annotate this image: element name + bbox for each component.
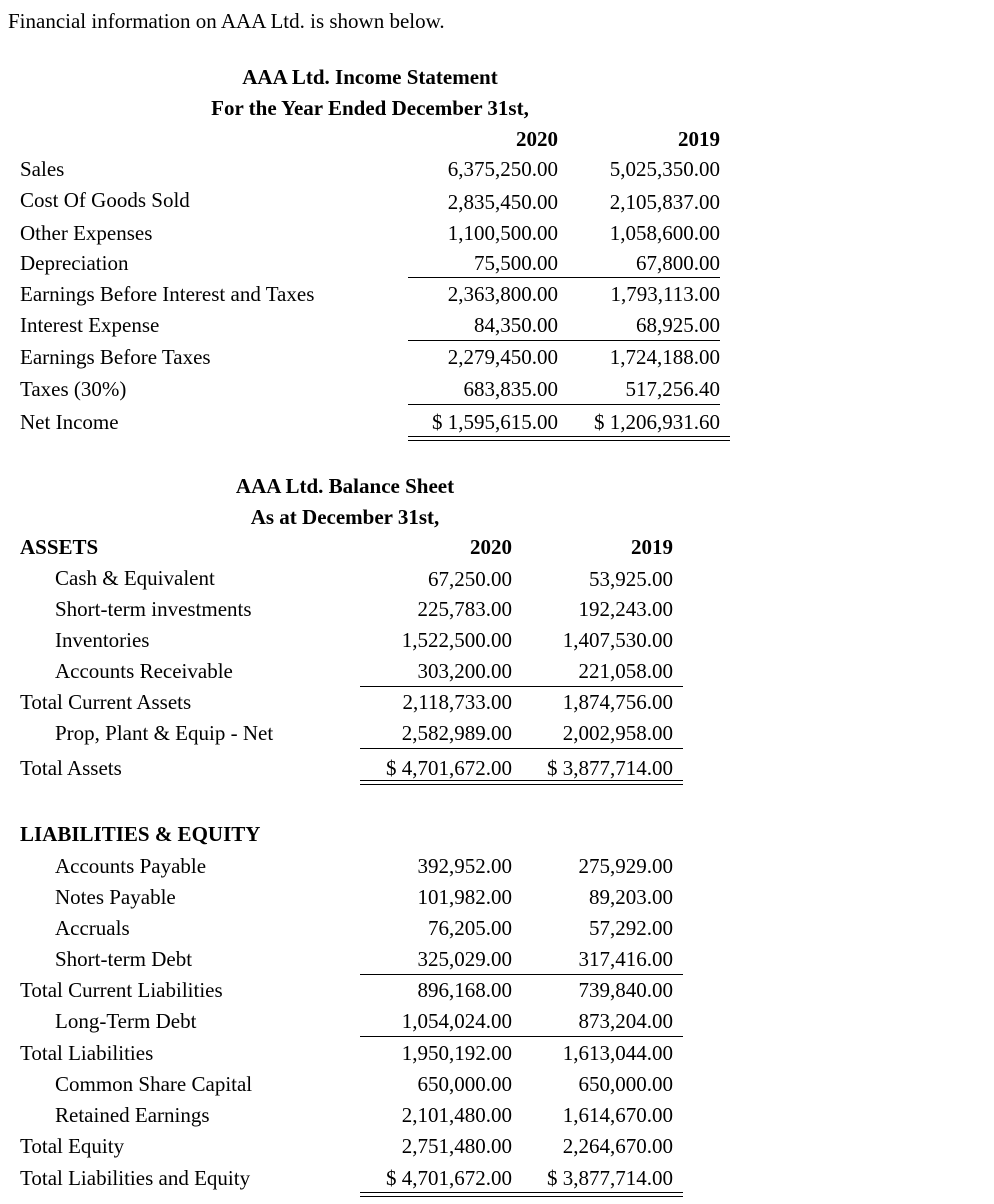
balance-year-2020: 2020 bbox=[470, 535, 512, 559]
intro-text: Financial information on AAA Ltd. is shown below. bbox=[8, 9, 445, 33]
income-year-2020: 2020 bbox=[516, 127, 558, 151]
balance-year-2019: 2019 bbox=[631, 535, 673, 559]
asset-row-2019: 1,874,756.00 bbox=[562, 690, 673, 714]
liab-row-2019: 89,203.00 bbox=[589, 885, 673, 909]
income-row-2020: 75,500.00 bbox=[474, 251, 558, 275]
income-row-2020: 2,279,450.00 bbox=[447, 345, 558, 369]
income-row-2020: 2,835,450.00 bbox=[447, 190, 558, 214]
liab-subtotal-rule bbox=[360, 974, 683, 975]
asset-row-label: Prop, Plant & Equip - Net bbox=[55, 721, 274, 745]
liab-row-label: Accruals bbox=[55, 916, 130, 940]
income-row-2020: $ 1,595,615.00 bbox=[432, 410, 558, 434]
liab-row-2020: 1,054,024.00 bbox=[401, 1009, 512, 1033]
income-subtotal-rule bbox=[408, 404, 720, 405]
asset-row-label: Short-term investments bbox=[55, 597, 252, 621]
balance-title: AAA Ltd. Balance Sheet bbox=[235, 474, 455, 498]
liab-row-label: Total Equity bbox=[20, 1134, 125, 1158]
liab-row-label: Short-term Debt bbox=[55, 947, 193, 971]
income-row-label: Earnings Before Taxes bbox=[20, 345, 211, 369]
income-row-2019: 67,800.00 bbox=[636, 251, 720, 275]
balance-subtitle: As at December 31st, bbox=[250, 505, 440, 529]
liab-row-label: Notes Payable bbox=[55, 885, 176, 909]
asset-row-2019: $ 3,877,714.00 bbox=[547, 756, 673, 780]
asset-row-label: Inventories bbox=[55, 628, 150, 652]
asset-row-2019: 53,925.00 bbox=[589, 567, 673, 591]
income-row-label: Sales bbox=[20, 157, 65, 181]
assets-heading: ASSETS bbox=[20, 535, 99, 559]
liab-row-2019: 873,204.00 bbox=[578, 1009, 673, 1033]
liab-row-label: Total Current Liabilities bbox=[20, 978, 223, 1002]
liab-row-2020: 2,751,480.00 bbox=[401, 1134, 512, 1158]
asset-row-2020: $ 4,701,672.00 bbox=[386, 756, 512, 780]
liab-row-label: Total Liabilities and Equity bbox=[20, 1166, 251, 1190]
income-row-2019: 517,256.40 bbox=[625, 377, 720, 401]
asset-row-label: Total Current Assets bbox=[20, 690, 192, 714]
liabilities-heading: LIABILITIES & EQUITY bbox=[20, 822, 261, 846]
liab-row-2019: 739,840.00 bbox=[578, 978, 673, 1002]
asset-row-2020: 1,522,500.00 bbox=[401, 628, 512, 652]
liab-row-2020: 325,029.00 bbox=[417, 947, 512, 971]
asset-row-2019: 192,243.00 bbox=[578, 597, 673, 621]
asset-row-2020: 2,582,989.00 bbox=[401, 721, 512, 745]
asset-row-2020: 67,250.00 bbox=[428, 567, 512, 591]
asset-row-2019: 221,058.00 bbox=[578, 659, 673, 683]
liab-row-2020: 650,000.00 bbox=[417, 1072, 512, 1096]
liab-row-2019: 2,264,670.00 bbox=[562, 1134, 673, 1158]
income-row-2019: 1,724,188.00 bbox=[609, 345, 720, 369]
asset-row-2020: 303,200.00 bbox=[417, 659, 512, 683]
liab-row-2020: $ 4,701,672.00 bbox=[386, 1166, 512, 1190]
liab-row-2019: $ 3,877,714.00 bbox=[547, 1166, 673, 1190]
income-subtitle: For the Year Ended December 31st, bbox=[211, 96, 529, 120]
income-row-label: Interest Expense bbox=[20, 313, 160, 337]
liab-row-2019: 275,929.00 bbox=[578, 854, 673, 878]
liab-row-2020: 896,168.00 bbox=[417, 978, 512, 1002]
income-row-2020: 6,375,250.00 bbox=[447, 157, 558, 181]
liab-row-2020: 1,950,192.00 bbox=[401, 1041, 512, 1065]
income-row-label: Other Expenses bbox=[20, 221, 153, 245]
asset-subtotal-rule bbox=[360, 686, 683, 687]
income-row-label: Cost Of Goods Sold bbox=[20, 188, 190, 212]
liab-subtotal-rule bbox=[360, 1036, 683, 1037]
income-row-2020: 2,363,800.00 bbox=[447, 282, 558, 306]
asset-row-label: Total Assets bbox=[20, 756, 122, 780]
income-row-2019: 5,025,350.00 bbox=[609, 157, 720, 181]
liab-total-double-rule bbox=[360, 1192, 683, 1197]
income-row-label: Earnings Before Interest and Taxes bbox=[20, 282, 315, 306]
income-row-2020: 84,350.00 bbox=[474, 313, 558, 337]
income-title: AAA Ltd. Income Statement bbox=[242, 65, 498, 89]
liab-row-label: Total Liabilities bbox=[20, 1041, 154, 1065]
income-row-2019: 2,105,837.00 bbox=[609, 190, 720, 214]
asset-subtotal-rule bbox=[360, 748, 683, 749]
asset-row-label: Accounts Receivable bbox=[55, 659, 233, 683]
income-total-double-rule bbox=[408, 436, 730, 441]
income-subtotal-rule bbox=[408, 277, 720, 278]
income-row-label: Depreciation bbox=[20, 251, 129, 275]
income-row-2020: 1,100,500.00 bbox=[447, 221, 558, 245]
liab-row-2019: 1,613,044.00 bbox=[562, 1041, 673, 1065]
income-row-2019: $ 1,206,931.60 bbox=[594, 410, 720, 434]
liab-row-2020: 101,982.00 bbox=[417, 885, 512, 909]
income-year-2019: 2019 bbox=[678, 127, 720, 151]
asset-row-2019: 1,407,530.00 bbox=[562, 628, 673, 652]
liab-row-2020: 76,205.00 bbox=[428, 916, 512, 940]
liab-row-label: Common Share Capital bbox=[55, 1072, 253, 1096]
liab-row-2019: 317,416.00 bbox=[578, 947, 673, 971]
liab-row-2019: 650,000.00 bbox=[578, 1072, 673, 1096]
asset-row-2020: 225,783.00 bbox=[417, 597, 512, 621]
income-row-2020: 683,835.00 bbox=[463, 377, 558, 401]
income-row-2019: 68,925.00 bbox=[636, 313, 720, 337]
asset-row-2020: 2,118,733.00 bbox=[402, 690, 512, 714]
liab-row-2020: 2,101,480.00 bbox=[401, 1103, 512, 1127]
liab-row-2019: 1,614,670.00 bbox=[562, 1103, 673, 1127]
income-subtotal-rule bbox=[408, 340, 720, 341]
assets-total-double-rule bbox=[360, 780, 683, 785]
income-row-label: Net Income bbox=[20, 410, 119, 434]
asset-row-label: Cash & Equivalent bbox=[55, 566, 215, 590]
liab-row-2019: 57,292.00 bbox=[589, 916, 673, 940]
liab-row-label: Accounts Payable bbox=[55, 854, 207, 878]
income-row-label: Taxes (30%) bbox=[20, 377, 127, 401]
asset-row-2019: 2,002,958.00 bbox=[562, 721, 673, 745]
income-row-2019: 1,793,113.00 bbox=[610, 282, 720, 306]
liab-row-label: Long-Term Debt bbox=[55, 1009, 197, 1033]
liab-row-label: Retained Earnings bbox=[55, 1103, 210, 1127]
liab-row-2020: 392,952.00 bbox=[417, 854, 512, 878]
income-row-2019: 1,058,600.00 bbox=[609, 221, 720, 245]
